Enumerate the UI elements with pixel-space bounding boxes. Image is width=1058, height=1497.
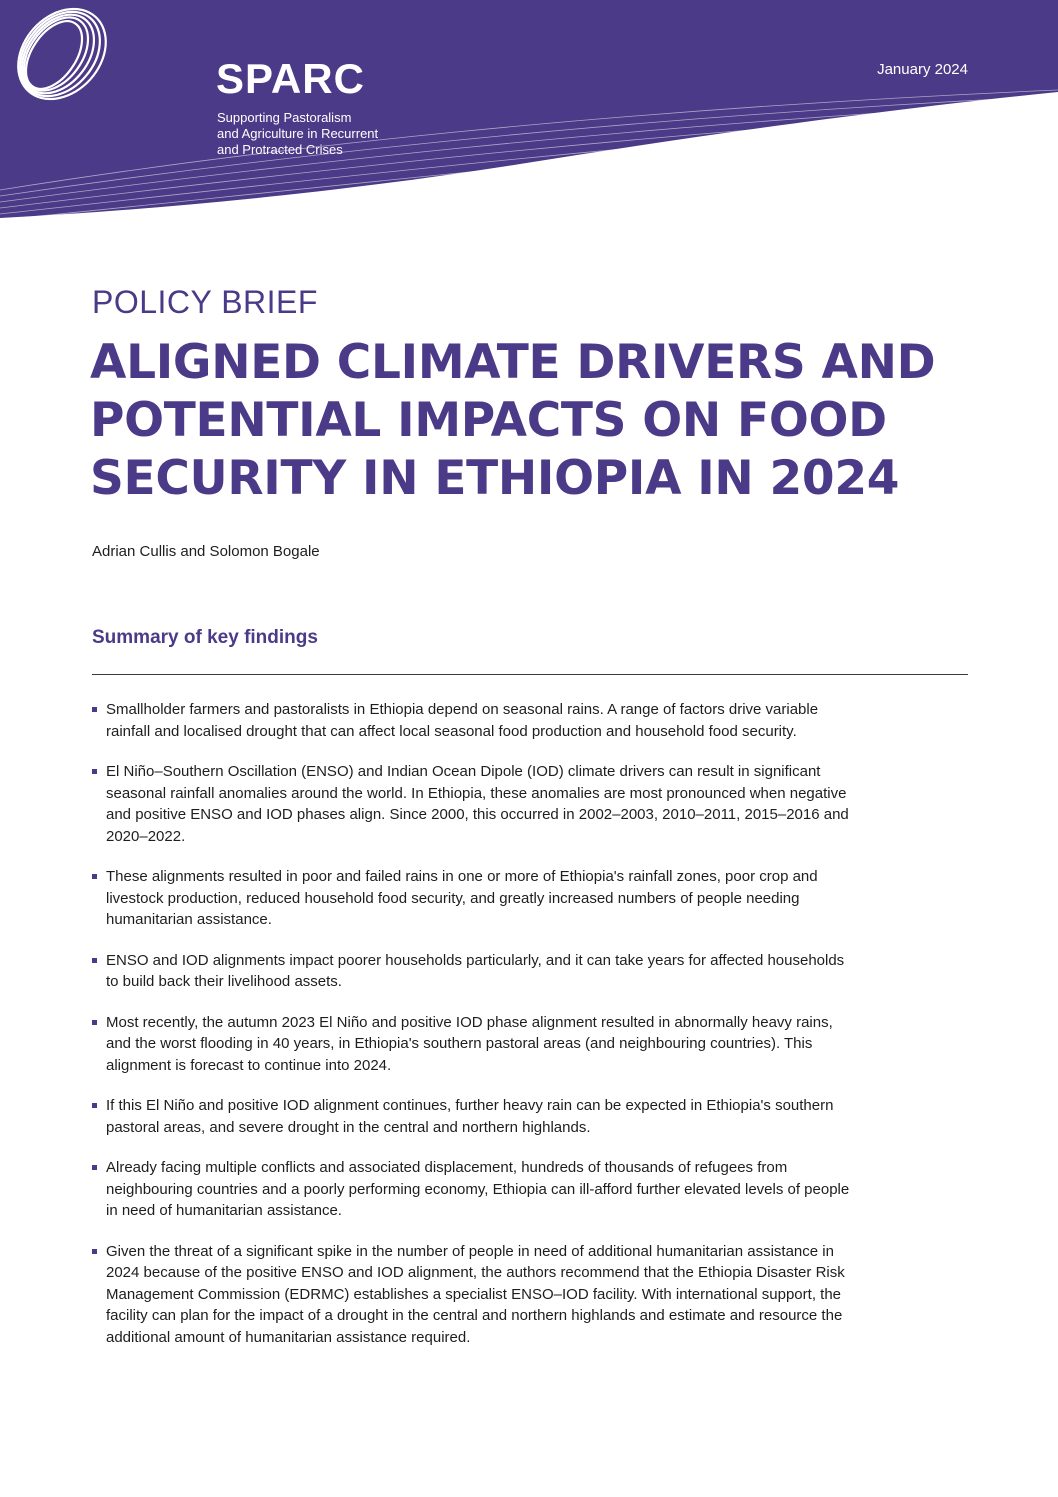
finding-text [106, 1241, 968, 1349]
finding-text [106, 1157, 968, 1222]
finding-item [92, 1095, 968, 1138]
document-title [90, 334, 970, 508]
title-line: SECURITY IN ETHIOPIA IN 2024 [90, 451, 900, 506]
finding-line: Already facing multiple conflicts and associated displacement, hundreds of thousands of refugees from [106, 1159, 788, 1176]
finding-line: seasonal rainfall anomalies around the world. In Ethiopia, these anomalies are most pronounced when negative [106, 784, 847, 802]
authors: Adrian Cullis and Solomon Bogale [92, 543, 320, 560]
finding-text [106, 699, 968, 742]
title-line: ALIGNED CLIMATE DRIVERS AND [90, 335, 936, 390]
section-heading: Summary of key findings [92, 627, 318, 648]
finding-line: rainfall and localised drought that can affect local seasonal food production and household food security. [106, 722, 797, 740]
finding-text [106, 1012, 968, 1077]
finding-item [92, 1157, 968, 1222]
finding-text [106, 1095, 968, 1138]
sparc-ring-logo-icon [0, 0, 120, 108]
finding-line: humanitarian assistance. [106, 911, 272, 928]
finding-item [92, 761, 968, 847]
finding-line: Smallholder farmers and pastoralists in Ethiopia depend on seasonal rains. A range of factors drive variable [106, 701, 819, 718]
title-line: POTENTIAL IMPACTS ON FOOD [90, 393, 887, 448]
finding-line: Management Commission (EDRMC) establishes a specialist ENSO–IOD facility. With international support, the [106, 1285, 841, 1303]
finding-item [92, 1241, 968, 1349]
finding-line: 2024 because of the positive ENSO and IOD alignment, the authors recommend that the Ethiopia Disaster Risk [106, 1264, 845, 1281]
header-banner [0, 0, 1058, 245]
banner-wave-graphic [0, 0, 1058, 245]
publication-date: January 2024 [877, 61, 968, 78]
brand-tagline [217, 110, 437, 158]
finding-line: and positive ENSO and IOD phases align. Since 2000, this occurred in 2002–2003, 2010–2011, 2015–2016 and [106, 806, 849, 823]
finding-item [92, 699, 968, 742]
finding-line: These alignments resulted in poor and failed rains in one or more of Ethiopia's rainfall zones, poor crop and [106, 868, 818, 885]
finding-line: Most recently, the autumn 2023 El Niño and positive IOD phase alignment resulted in abnormally heavy rains, [106, 1013, 833, 1031]
finding-text [106, 950, 968, 993]
finding-line: and the worst flooding in 40 years, in Ethiopia's southern pastoral areas (and neighbouring countries). This [106, 1035, 813, 1052]
finding-line: to build back their livelihood assets. [106, 973, 342, 990]
tagline-line: and Agriculture in Recurrent [217, 126, 379, 141]
finding-item [92, 950, 968, 993]
finding-line: 2020–2022. [106, 827, 186, 845]
finding-line: neighbouring countries and a poorly performing economy, Ethiopia can ill-afford further elevated levels of people [106, 1180, 850, 1198]
finding-line: alignment is forecast to continue into 2024. [106, 1056, 392, 1074]
finding-line: Given the threat of a significant spike in the number of people in need of additional humanitarian assistance in [106, 1242, 834, 1260]
section-divider [92, 674, 968, 675]
tagline-line: and Protracted Crises [217, 142, 343, 157]
brand-name: SPARC [216, 55, 365, 102]
key-findings-list [92, 699, 968, 1348]
finding-line: If this El Niño and positive IOD alignment continues, further heavy rain can be expected in Ethiopia's southern [106, 1097, 834, 1114]
finding-line: livestock production, reduced household food security, and greatly increased numbers of people needing [106, 889, 800, 907]
finding-line: ENSO and IOD alignments impact poorer households particularly, and it can take years for affected households [106, 951, 845, 969]
finding-line: El Niño–Southern Oscillation (ENSO) and Indian Ocean Dipole (IOD) climate drivers can result in significant [106, 763, 821, 780]
finding-line: pastoral areas, and severe drought in the central and northern highlands. [106, 1118, 591, 1136]
finding-line: facility can plan for the impact of a drought in the central and northern highlands and estimate and resource the [106, 1307, 843, 1324]
finding-item [92, 866, 968, 931]
finding-line: additional amount of humanitarian assistance required. [106, 1328, 471, 1346]
finding-text [106, 866, 968, 931]
tagline-line: Supporting Pastoralism [217, 110, 352, 125]
finding-item [92, 1012, 968, 1077]
document-type-label: POLICY BRIEF [92, 284, 318, 320]
finding-line: in need of humanitarian assistance. [106, 1202, 342, 1219]
finding-text [106, 761, 968, 847]
